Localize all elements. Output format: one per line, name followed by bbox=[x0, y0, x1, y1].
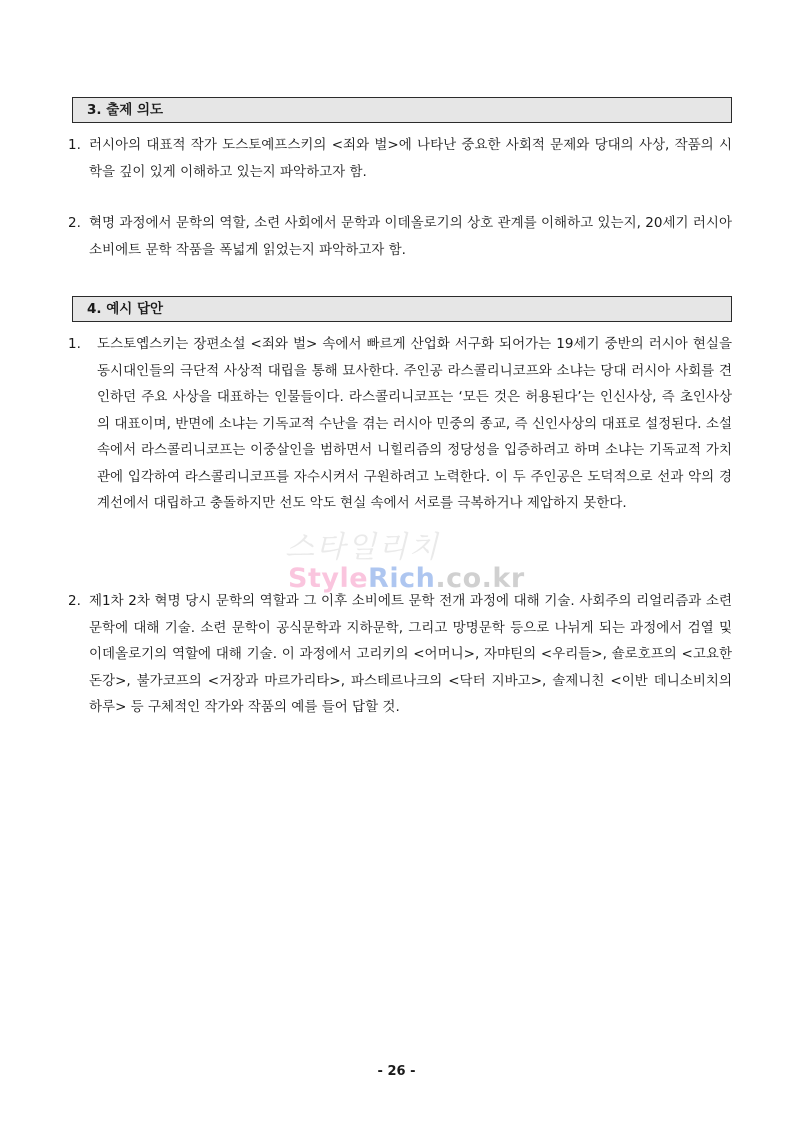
section-header-answer bbox=[72, 296, 732, 322]
item-text: 제1차 2차 혁명 당시 문학의 역할과 그 이후 소비에트 문학 전개 과정에 대해 기술. 사회주의 리얼리즘과 소련 문학에 대해 기술. 소련 문학이 공식문학과 지하문학, 그리고 망명문학 등으로 나뉘게 되는 과정에서 검열 및 이데올로기의 역할에 대해 기술. 이 과정에서 고리키의 <어머니>, 자먀틴의 <우리들>, 숄로호프의 <고요한 돈강>, 불가코프의 <거장과 마르가리타>, 파스테르나크의 <닥터 지바고>, 솔제니친 <이반 데니소비치의 하루> 등 구체적인 작가와 작품의 예를 들어 답할 것. bbox=[89, 593, 732, 715]
list-item bbox=[68, 132, 732, 185]
section-title: 4. 예시 답안 bbox=[87, 301, 164, 317]
list-item bbox=[68, 588, 732, 721]
watermark-part: Style bbox=[288, 563, 369, 594]
watermark-script: 스타일리치 bbox=[285, 530, 440, 565]
section-header-intent bbox=[72, 97, 732, 123]
list-item bbox=[68, 210, 732, 263]
item-number: 1. bbox=[68, 137, 81, 153]
item-text: 혁명 과정에서 문학의 역할, 소련 사회에서 문학과 이데올로기의 상호 관계를 이해하고 있는지, 20세기 러시아 소비에트 문학 작품을 폭넓게 읽었는지 파악하고자 함. bbox=[89, 215, 732, 258]
page-number: - 26 - bbox=[377, 1064, 416, 1079]
item-text: 도스토옙스키는 장편소설 <죄와 벌> 속에서 빠르게 산업화 서구화 되어가는 19세기 중반의 러시아 현실을 동시대인들의 극단적 사상적 대립을 통해 묘사한다. 주인공 라스콜리니코프와 소냐는 당대 러시아 사회를 견인하던 주요 사상을 대표하는 인물들이다. 라스콜리니코프는 ‘모든 것은 허용된다’는 인신사상, 즉 초인사상의 대표이며, 반면에 소냐는 기독교적 수난을 겪는 러시아 민중의 종교, 즉 신인사상의 대표로 설정된다. 소설 속에서 라스콜리니코프는 이중살인을 범하면서 니힐리즘의 정당성을 입증하려고 하며 소냐는 기독교적 가치관에 입각하여 라스콜리니코프를 자수시켜서 구원하려고 노력한다. 이 두 주인공은 도덕적으로 선과 악의 경계선에서 대립하고 충돌하지만 선도 악도 현실 속에서 서로를 극복하거나 제압하지 못한다. bbox=[97, 336, 732, 511]
item-number: 2. bbox=[68, 593, 81, 609]
item-number: 1. bbox=[68, 336, 81, 352]
section-title: 3. 출제 의도 bbox=[87, 102, 164, 118]
item-number: 2. bbox=[68, 215, 81, 231]
watermark-part: Rich bbox=[368, 563, 436, 594]
item-text: 러시아의 대표적 작가 도스토예프스키의 <죄와 벌>에 나타난 중요한 사회적 문제와 당대의 사상, 작품의 시학을 깊이 있게 이해하고 있는지 파악하고자 함. bbox=[89, 137, 732, 180]
list-item bbox=[68, 331, 732, 517]
watermark-part: .co.kr bbox=[435, 563, 525, 594]
